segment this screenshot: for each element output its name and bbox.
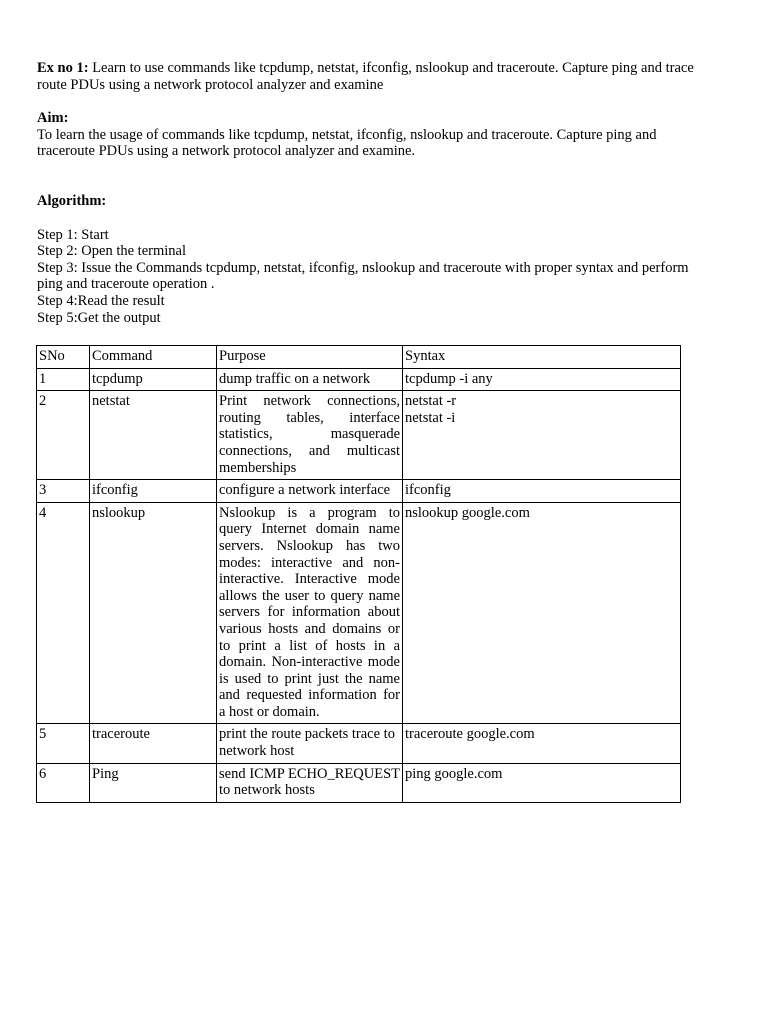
document-body <box>37 60 717 326</box>
exercise-label: Ex no 1: <box>37 60 89 76</box>
cell-syntax <box>403 724 681 763</box>
cell-command: ifconfig <box>90 480 217 503</box>
syntax-line: tcpdump -i any <box>405 370 493 387</box>
algorithm-step-1: Step 1: Start <box>37 226 109 243</box>
table-row <box>37 391 681 480</box>
algorithm-step-3: Step 3: Issue the Commands tcpdump, netstat, ifconfig, nslookup and traceroute with proper syntax and perform ping and traceroute operation . <box>37 259 689 293</box>
header-sno: SNo <box>37 346 90 369</box>
cell-sno: 4 <box>37 502 90 724</box>
cell-purpose: send ICMP ECHO_REQUEST to network hosts <box>217 763 403 802</box>
cell-sno: 6 <box>37 763 90 802</box>
cell-sno: 1 <box>37 368 90 391</box>
algorithm-step-5: Step 5:Get the output <box>37 309 161 326</box>
syntax-line: netstat -i <box>405 409 456 426</box>
cell-command: traceroute <box>90 724 217 763</box>
algorithm-step-4: Step 4:Read the result <box>37 292 165 309</box>
cell-command: Ping <box>90 763 217 802</box>
header-command: Command <box>90 346 217 369</box>
cell-sno: 3 <box>37 480 90 503</box>
commands-table <box>36 345 681 803</box>
syntax-line: nslookup google.com <box>405 504 530 521</box>
table-row <box>37 724 681 763</box>
table-header-row <box>37 346 681 369</box>
syntax-line: traceroute google.com <box>405 726 535 743</box>
table-row <box>37 480 681 503</box>
cell-syntax <box>403 368 681 391</box>
cell-syntax <box>403 763 681 802</box>
cell-syntax <box>403 480 681 503</box>
algorithm-step-2: Step 2: Open the terminal <box>37 243 186 260</box>
exercise-text: Learn to use commands like tcpdump, netstat, ifconfig, nslookup and traceroute. Capture ping and trace route PDUs using a network protocol analyzer and examine <box>37 60 694 93</box>
syntax-line: ping google.com <box>405 765 503 782</box>
table-row <box>37 763 681 802</box>
cell-purpose: dump traffic on a network <box>217 368 403 391</box>
aim-heading: Aim: <box>37 110 69 127</box>
table-row <box>37 502 681 724</box>
cell-purpose: configure a network interface <box>217 480 403 503</box>
header-syntax: Syntax <box>403 346 681 369</box>
cell-syntax <box>403 391 681 480</box>
syntax-line: netstat -r <box>405 393 457 410</box>
table-row <box>37 368 681 391</box>
cell-purpose: Nslookup is a program to query Internet domain name servers. Nslookup has two modes: interactive and non-interactive. Interactive mode allows the user to query name servers for information about various hosts and domains or to print a list of hosts in a domain. Non-interactive mode is used to print just the name and requested information for a host or domain. <box>217 502 403 724</box>
cell-syntax <box>403 502 681 724</box>
exercise-paragraph <box>37 60 717 93</box>
cell-sno: 2 <box>37 391 90 480</box>
algorithm-heading: Algorithm: <box>37 192 107 209</box>
syntax-line: ifconfig <box>405 482 451 499</box>
cell-purpose: print the route packets trace to network host <box>217 724 403 763</box>
aim-text: To learn the usage of commands like tcpdump, netstat, ifconfig, nslookup and traceroute. Capture ping and traceroute PDUs using a network protocol analyzer and examine. <box>37 126 657 160</box>
cell-sno: 5 <box>37 724 90 763</box>
header-purpose: Purpose <box>217 346 403 369</box>
cell-command: tcpdump <box>90 368 217 391</box>
cell-command: netstat <box>90 391 217 480</box>
cell-purpose: Print network connections, routing tables, interface statistics, masquerade connections, and multicast memberships <box>217 391 403 480</box>
cell-command: nslookup <box>90 502 217 724</box>
